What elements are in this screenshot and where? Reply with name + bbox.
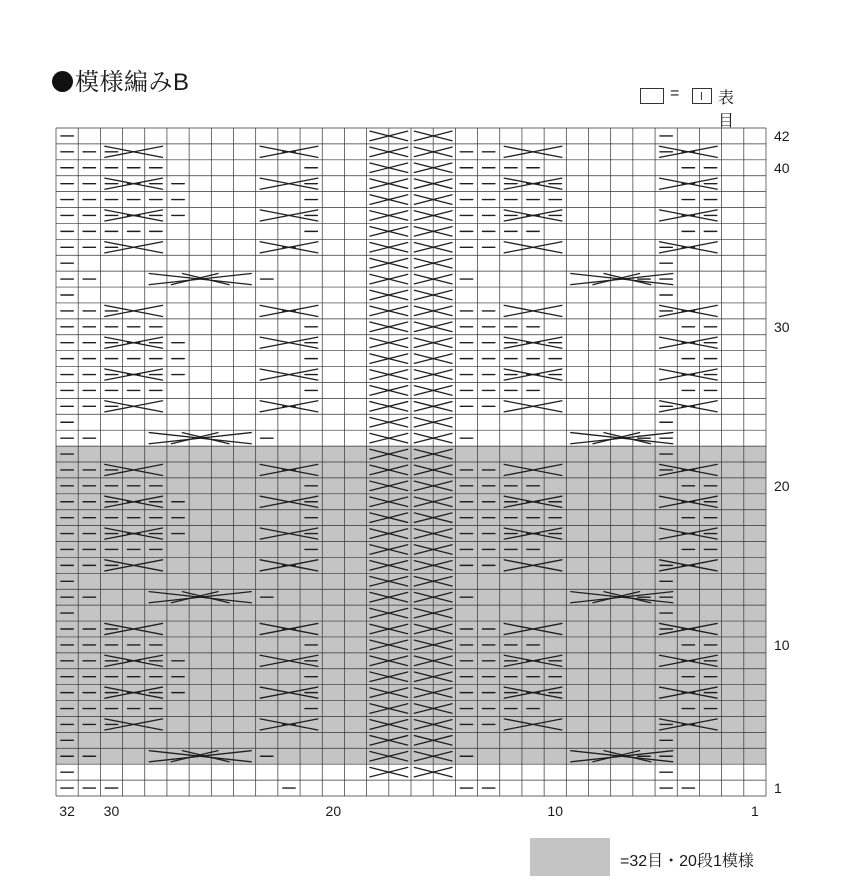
row-number-label: 42 [774, 127, 790, 144]
col-number-label: 1 [751, 803, 759, 819]
chart-title-text: 模様編みB [75, 69, 190, 96]
col-number-label: 20 [325, 803, 342, 819]
col-number-label: 30 [103, 803, 120, 819]
legend-label: 表目 [718, 90, 735, 130]
col-number-label: 32 [59, 803, 75, 819]
legend-equals: = [670, 85, 680, 102]
row-number-label: 30 [774, 318, 790, 335]
row-number-label: 1 [774, 780, 782, 797]
col-number-label: 10 [547, 803, 564, 819]
repeat-swatch [530, 838, 610, 876]
repeat-label: =32目・20段1模様 [620, 853, 754, 870]
row-number-label: 40 [774, 159, 790, 176]
row-number-label: 20 [774, 477, 790, 494]
row-number-label: 10 [774, 636, 790, 653]
